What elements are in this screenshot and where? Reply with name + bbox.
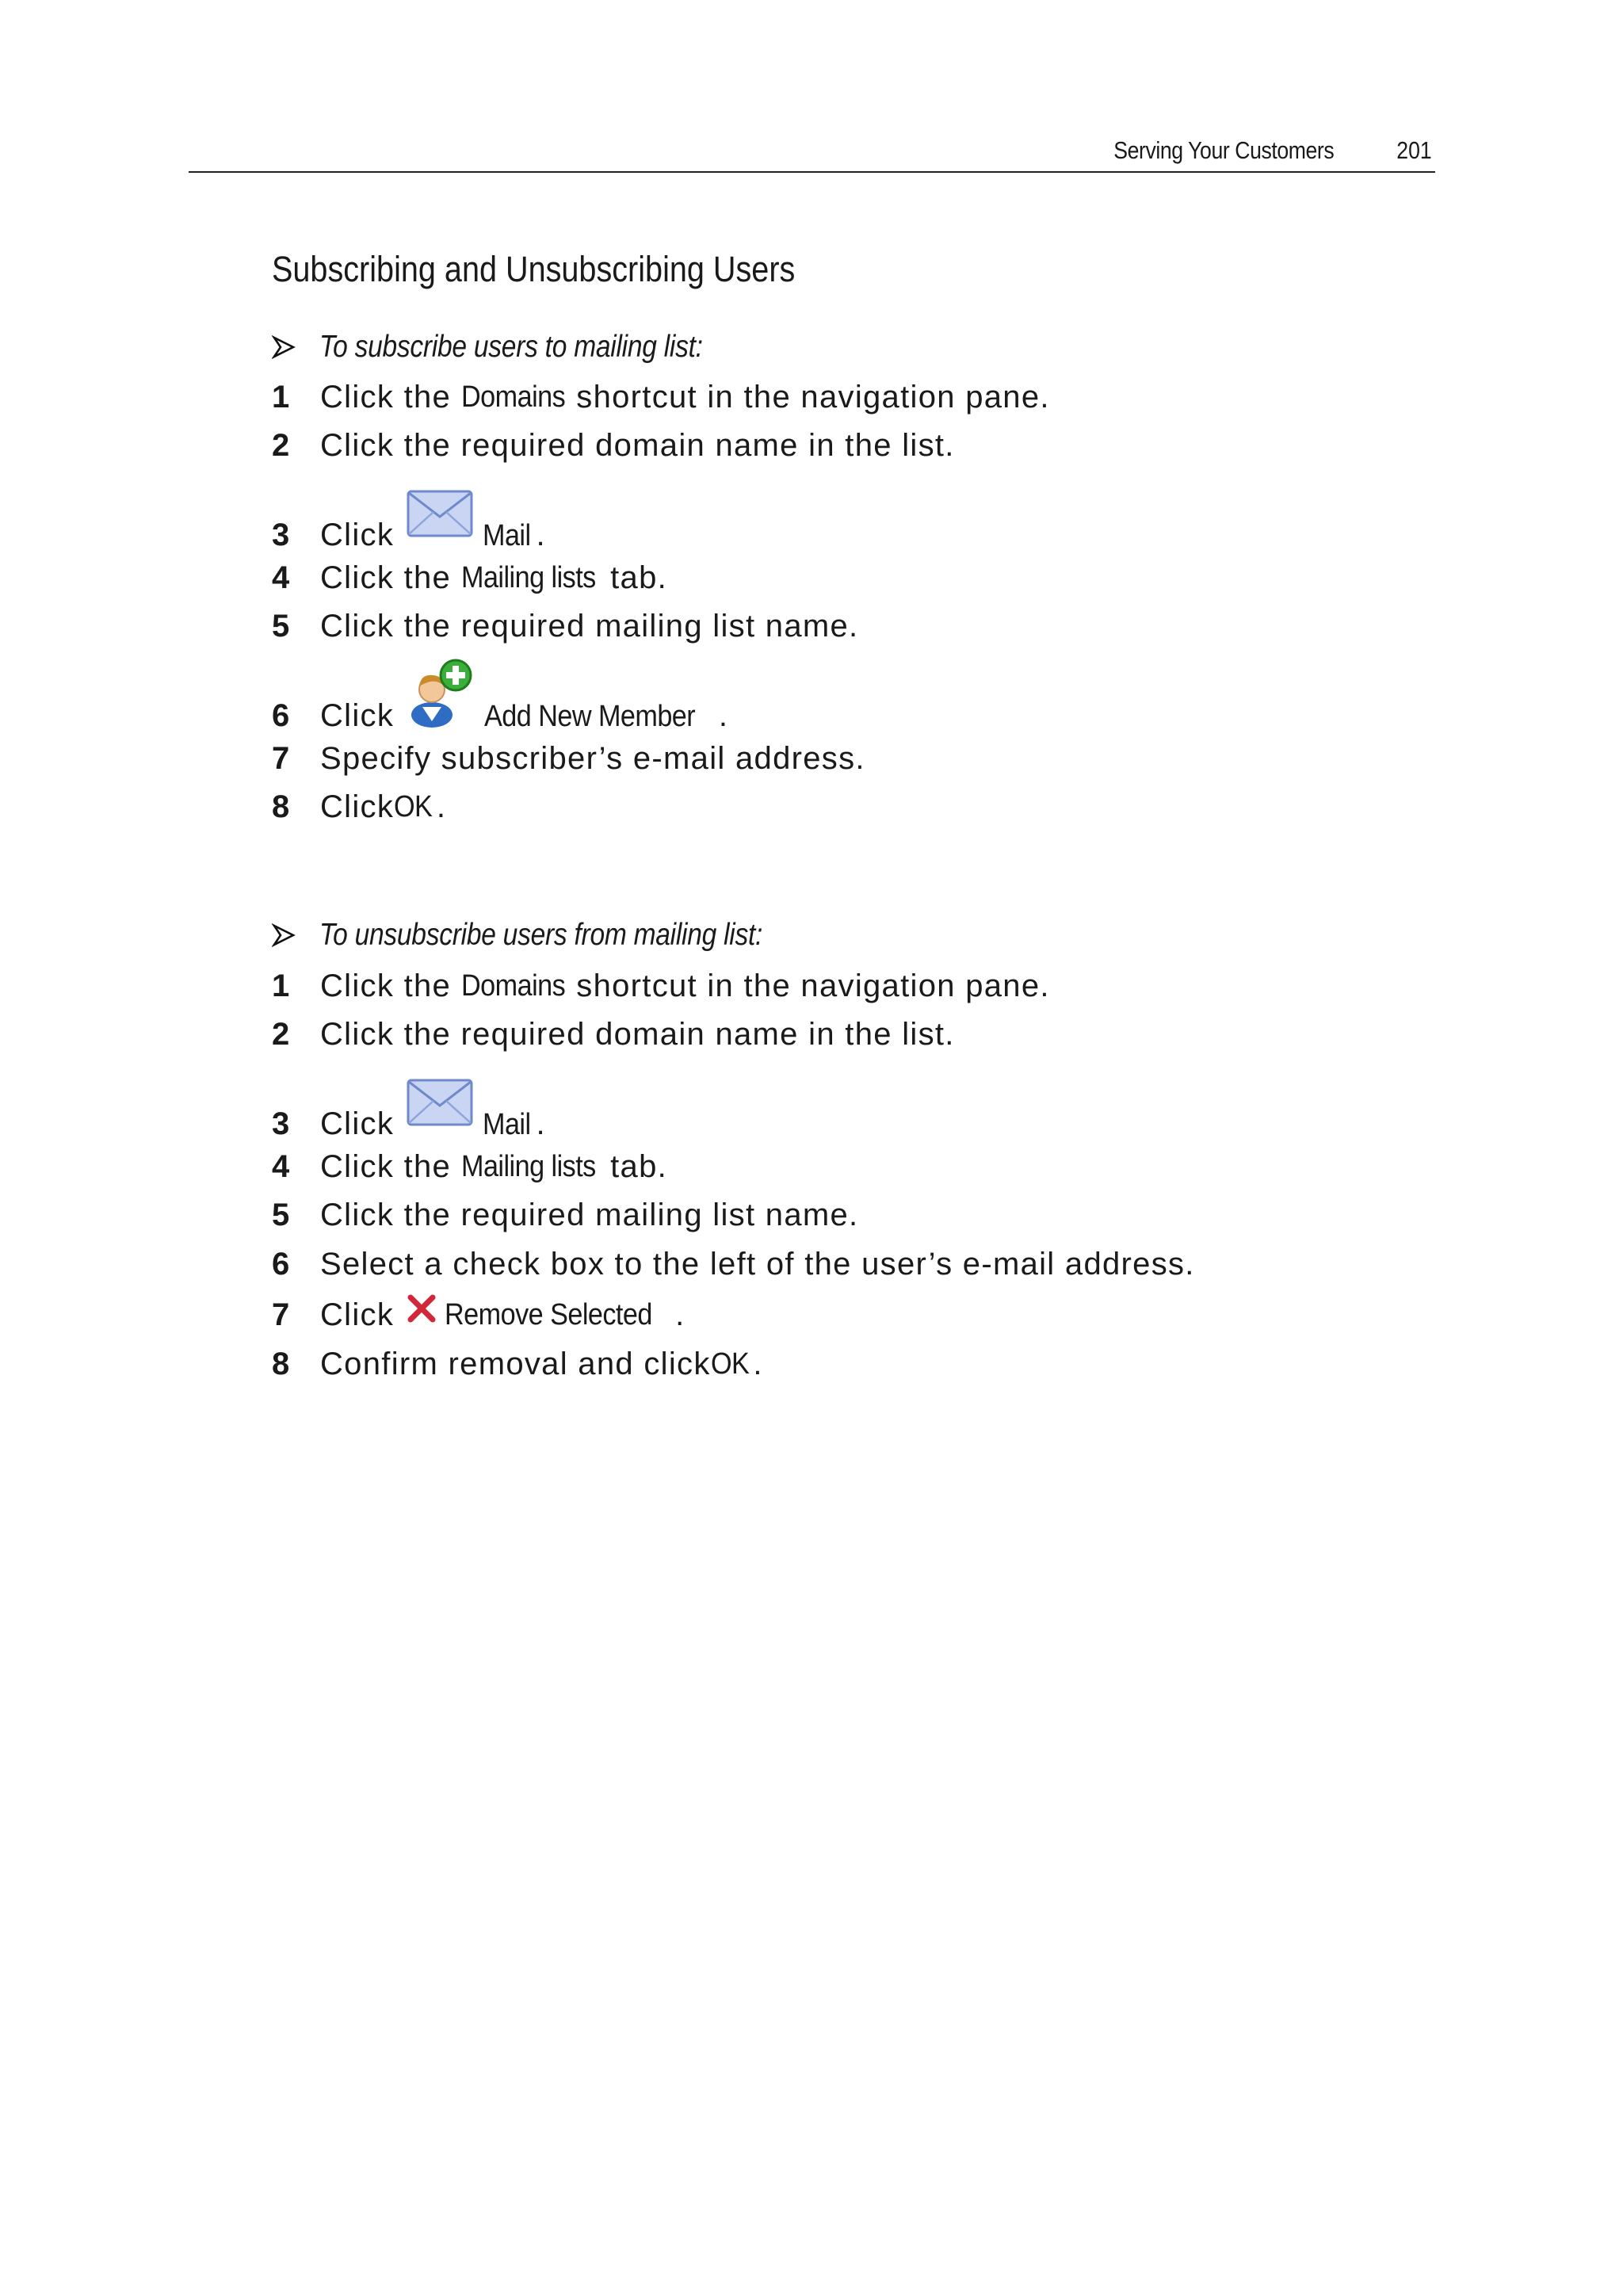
- step-item: 5 Click the required mailing list name.: [272, 608, 859, 644]
- mail-icon: [407, 490, 473, 545]
- step-item: 2 Click the required domain name in the list.: [272, 1016, 955, 1052]
- step-item: 4 Click the Mailing lists tab.: [272, 1148, 668, 1184]
- ui-term-mailing-lists: Mailing lists: [460, 560, 596, 594]
- ui-term-mail: Mail: [483, 519, 531, 552]
- step-item: 3 Click Mail .: [272, 490, 546, 561]
- step-item: 1 Click the Domains shortcut in the navigation pane.: [272, 379, 1050, 415]
- remove-icon: [407, 1293, 437, 1331]
- ui-term-domains: Domains: [460, 968, 565, 1003]
- ui-term-ok: OK: [394, 789, 433, 823]
- procedure-heading-subscribe: To subscribe users to mailing list:: [272, 328, 765, 366]
- running-header: [189, 133, 1435, 173]
- ui-term-mail: Mail: [483, 1108, 531, 1141]
- step-item: 2 Click the required domain name in the list.: [272, 427, 955, 463]
- step-item: 8 Click OK .: [272, 789, 447, 824]
- page-number: 201: [1396, 136, 1432, 164]
- ui-term-ok: OK: [710, 1347, 749, 1381]
- step-item: 7 Click Remove Selected .: [272, 1294, 685, 1335]
- step-item: 4 Click the Mailing lists tab.: [272, 560, 668, 595]
- header-section-title: Serving Your Customers: [1113, 136, 1334, 164]
- ui-term-add-new-member: Add New Member: [484, 700, 696, 733]
- arrow-bullet-icon: [272, 335, 296, 359]
- arrow-bullet-icon: [272, 923, 296, 947]
- mail-icon: [407, 1079, 473, 1134]
- step-item: 1 Click the Domains shortcut in the navigation pane.: [272, 968, 1050, 1003]
- ui-term-mailing-lists: Mailing lists: [460, 1149, 596, 1183]
- step-item: 6 Select a check box to the left of the user’s e-mail address.: [272, 1246, 1195, 1282]
- ui-term-remove-selected: Remove Selected: [445, 1297, 653, 1331]
- step-item: 3 Click Mail .: [272, 1079, 546, 1150]
- section-title: Subscribing and Unsubscribing Users: [272, 249, 796, 289]
- step-item: 7 Specify subscriber’s e-mail address.: [272, 740, 865, 776]
- step-item: 5 Click the required mailing list name.: [272, 1197, 859, 1232]
- step-item: 6 Click Add New Member .: [272, 653, 728, 742]
- procedure-heading-unsubscribe: To unsubscribe users from mailing list:: [272, 916, 834, 954]
- step-item: 8 Confirm removal and click OK .: [272, 1346, 763, 1381]
- ui-term-domains: Domains: [460, 380, 565, 414]
- add-member-icon: [407, 658, 475, 735]
